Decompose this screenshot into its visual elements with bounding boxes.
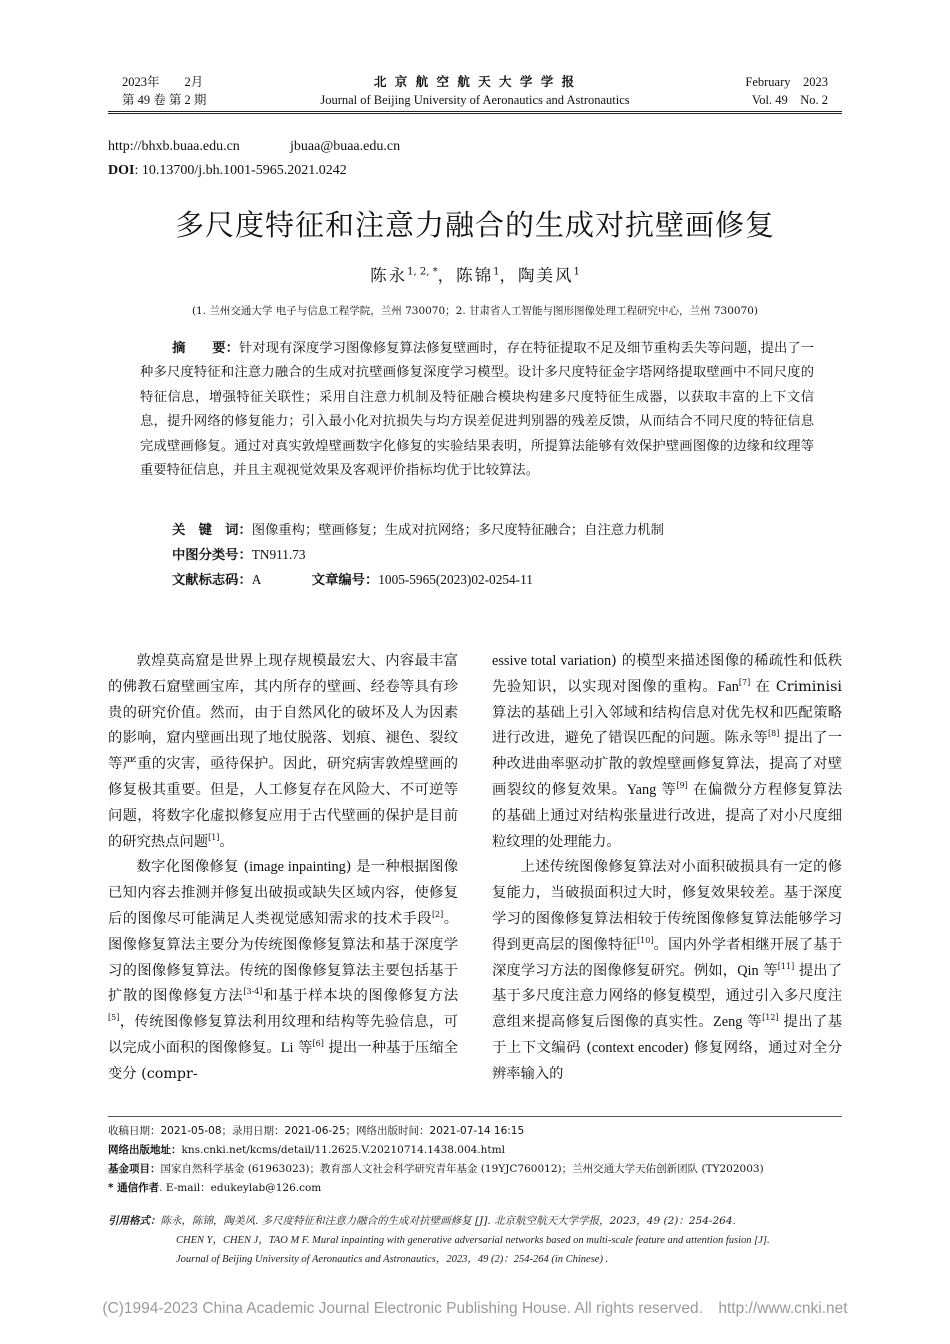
header-journal-cn: 北 京 航 空 航 天 大 学 学 报 [373,74,577,89]
header-volume-issue-cn: 第 49 卷 第 2 期 [122,93,207,107]
header-month-year-en: February 2023 [745,75,828,89]
header-rule [108,111,842,112]
keywords [172,519,664,593]
affiliations: (1. 兰州交通大学 电子与信息工程学院，兰州 730070；2. 甘肃省人工智能与图形图像处理工程研究中心，兰州 730070) [191,305,759,317]
reference-mark[interactable]: [9] [676,781,688,791]
keywords-text: 图像重构；壁画修复；生成对抗网络；多尺度特征融合；自注意力机制 [251,523,664,538]
footnotes [108,1122,764,1198]
reference-mark[interactable]: [7] [738,678,751,688]
reference-mark[interactable]: [12] [762,1013,779,1023]
abstract-text: 针对现有深度学习图像修复算法修复壁画时，存在特征提取不足及细节重构丢失等问题，提出了一种多尺度特征和注意力融合的生成对抗壁画修复深度学习模型。设计多尺度特征金字塔网络提取壁画中不同尺度的特征信息，增强特征关联性；采用自注意力机制及特征融合模块构建多尺度特征生成器，以获取丰富的上下文信息，提升网络的修复能力；引入最小化对抗损失与均方误差促进判别器的残差反馈，从而结合不同尺度的特征信息完成壁画修复。通过对真实敦煌壁画数字化修复的实验结果表明，所提算法能够有效保护壁画图像的边缘和纹理等重要特征信息，并且主观视觉效果及客观评价指标均优于比较算法。 [140,341,814,479]
online-url[interactable]: kns.cnki.net/kcms/detail/11.2625.V.20210714.1438.004.html [181,1144,505,1156]
author-separator: ， [499,266,518,285]
journal-email[interactable]: jbuaa@buaa.edu.cn [290,139,401,154]
author-name: 陶美风 [517,266,574,285]
classification-value: TN911.73 [251,547,306,562]
author-name: 陈锦 [456,266,494,285]
author-affiliation-mark: 1 [493,266,500,278]
paragraph: 上述传统图像修复算法对小面积破损具有一定的修复能力，当破损面积过大时，修复效果较差。基于深度学习的图像修复算法相较于传统图像修复算法能够学习得到更高层的图像特征[10]。国内外学者相继开展了基于深度学习方法的图像修复研究。例如，Qin 等[11] 提出了基于多尺度注意力网络的修复模型，通过引入多尺度注意组来提高修复后图像的真实性。Zeng 等[12] 提出了基于上下文编码 (context encoder) 修复网络，通过对全分辨率输入的 [492,859,843,1082]
citation-cn: 陈永，陈锦，陶美风. 多尺度特征和注意力融合的生成对抗壁画修复 [J]. 北京航空航天大学学报，2023，49 (2)：254-264. [160,1215,736,1227]
classification-label: 中图分类号： [172,548,252,563]
header-year-month: 2023年 2月 [122,75,204,89]
abstract [140,337,814,483]
doi-line [108,160,347,182]
footnote-fund: 基金项目：国家自然科学基金 (61963023)；教育部人文社会科学研究青年基金 (19YJC760012)；兰州交通大学天佑创新团队 (TY202003) [108,1163,764,1175]
author-separator: ， [437,266,457,285]
reference-mark[interactable]: [11] [777,961,795,971]
footnote-rule [108,1116,842,1117]
paragraph: 敦煌莫高窟是世界上现存规模最宏大、内容最丰富的佛教石窟壁画宝库，其内所存的壁画、经卷等具有珍贵的研究价值。然而，由于自然风化的破坏及人为因素的影响，窟内壁画出现了地仗脱落、划痕、褪色、裂纹等严重的灾害，亟待保护。因此，研究病害敦煌壁画的修复极其重要。但是，人工修复存在风险大、不可逆等问题，将数字化虚拟修复应用于古代壁画的保护是目前的研究热点问题[1]。 [108,653,458,850]
citation-en-2: Journal of Beijing University of Aeronautics and Astronautics，2023，49 (2)：254-264 (in Chinese) . [176,1254,609,1265]
paragraph: 数字化图像修复 (image inpainting) 是一种根据图像已知内容去推测并修复出破损或缺失区域内容，使修复后的图像尽可能满足人类视觉感知需求的技术手段[2]。图像修复算法主要分为传统图像修复算法和基于深度学习的图像修复算法。传统的图像修复算法主要包括基于扩散的图像修复方法[3-4]和基于样本块的图像修复方法[5]，传统图像修复算法利用纹理和结构等先验信息，可以完成小面积的图像修复。Li 等[6] 提出一种基于压缩全变分 (compr- [108,859,459,1082]
author-affiliation-mark: 1, 2, * [407,266,438,278]
paper-title: 多尺度特征和注意力融合的生成对抗壁画修复 [174,208,775,242]
header-journal-en: Journal of Beijing University of Aeronautics and Astronautics [320,93,630,107]
article-no-label: 文章编号： [311,573,379,588]
reference-mark[interactable]: [1] [208,832,220,842]
citation-en-1: CHEN Y，CHEN J，TAO M F. Mural inpainting with generative adversarial networks based on multi-scale feature and attention fusion [J]. [176,1235,770,1246]
article-no-value: 1005-5965(2023)02-0254-11 [378,572,533,587]
reference-mark[interactable]: [2] [431,910,444,920]
citation-label: 引用格式： [108,1215,161,1227]
header-rule-2 [108,113,842,114]
doi-label: DOI [108,163,135,178]
author-name: 陈永 [370,266,408,285]
footnote-corresponding: * 通信作者. E-mail：edukeylab@126.com [108,1182,322,1194]
doi-value[interactable]: : 10.13700/j.bh.1001-5965.2021.0242 [134,163,347,178]
author-list [0,262,950,286]
body-right-column [492,649,842,1088]
paragraph: essive total variation) 的模型来描述图像的稀疏性和低秩先验知识，以实现对图像的重构。Fan[7] 在 Criminisi 算法的基础上引入邻域和结构信息对优先权和匹配策略进行改进，避免了错误匹配的问题。陈永等[8] 提出了一种改进曲率驱动扩散的敦煌壁画修复算法，提高了对壁画裂纹的修复效果。Yang 等[9] 在偏微分方程修复算法的基础上通过对结构张量进行改进，提高了对小尺度细粒纹理的处理能力。 [492,653,843,850]
footnote-dates: 收稿日期：2021-05-08；录用日期：2021-06-25；网络出版时间：2021-07-14 16:15 [108,1125,525,1137]
doc-code-value: A [251,572,262,587]
reference-mark[interactable]: [8] [768,729,780,739]
header-volume-issue-en: Vol. 49 No. 2 [751,93,828,107]
copyright-notice: (C)1994-2023 China Academic Journal Electronic Publishing House. All rights reserved. http://www.cnki.net [102,1300,848,1317]
reference-mark[interactable]: [6] [312,1039,324,1049]
journal-url[interactable]: http://bhxb.buaa.edu.cn [108,139,240,154]
reference-mark[interactable]: [10] [637,936,654,945]
reference-mark[interactable]: [3-4] [243,987,263,997]
body-left-column [108,649,458,1088]
footnote-online: 网络出版地址：kns.cnki.net/kcms/detail/11.2625.V.20210714.1438.004.html [108,1144,505,1156]
author-affiliation-mark: 1 [573,266,580,278]
doc-code-label: 文献标志码： [172,573,252,588]
keywords-label: 关 键 词： [172,523,252,538]
citation-block [108,1212,848,1269]
abstract-label: 摘 要： [172,341,239,356]
reference-mark[interactable]: [5] [108,1013,120,1023]
